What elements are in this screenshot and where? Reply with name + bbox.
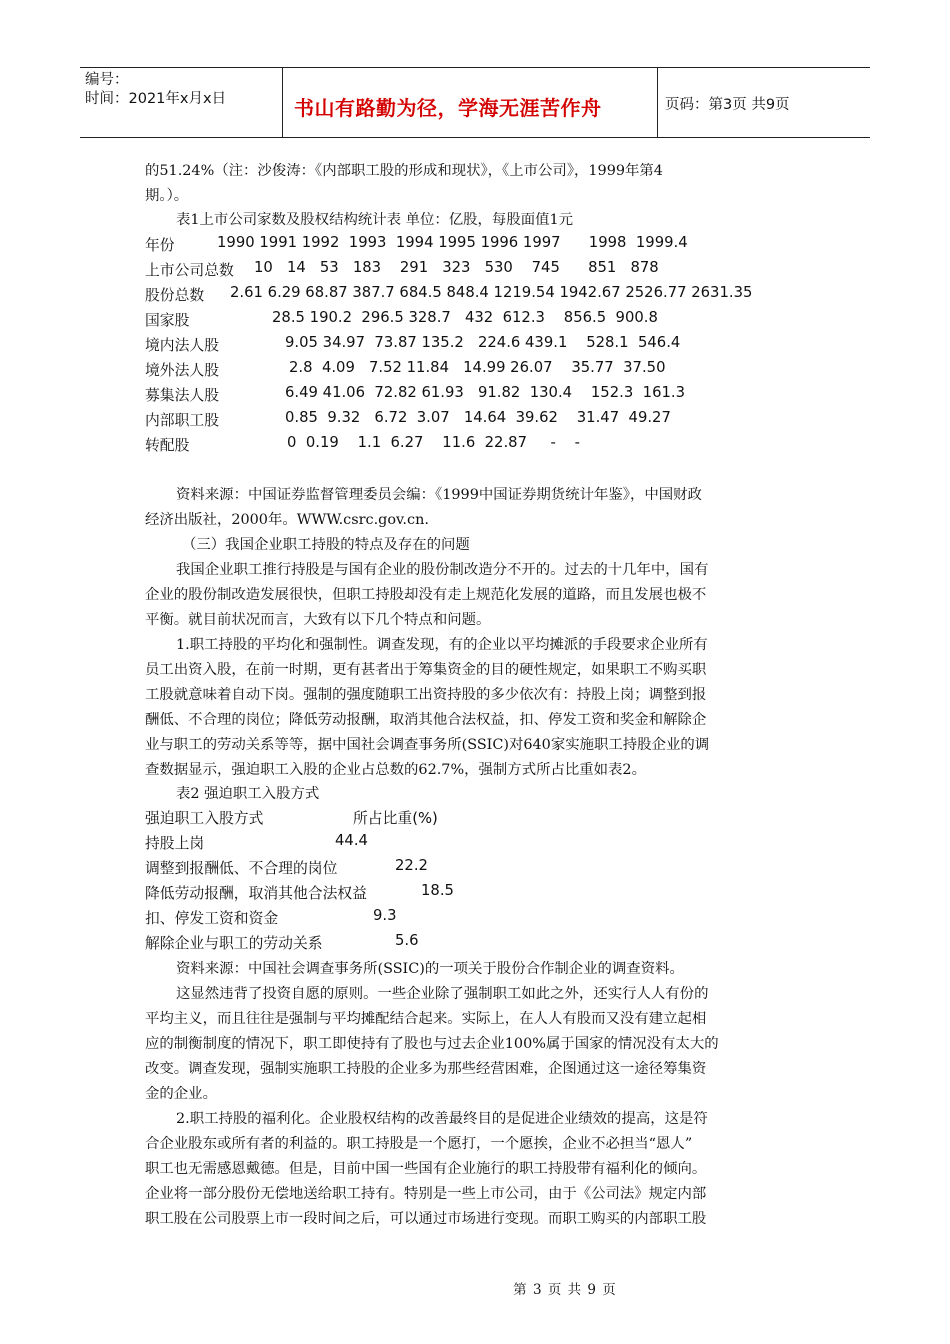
paragraph-line: 合企业股东或所有者的利益的。职工持股是一个愿打，一个愿挨，企业不必担当“恩人”: [145, 1136, 693, 1152]
table2-header-row: [145, 807, 438, 832]
table2-row-label: 降低劳动报酬，取消其他合法权益: [145, 885, 367, 902]
table1-row-label: 募集法人股: [145, 387, 219, 404]
table1-row: [145, 434, 581, 459]
table2-row-label: 持股上岗: [145, 835, 205, 852]
page-header: [80, 67, 870, 138]
table1-row-label: 内部职工股: [145, 412, 219, 429]
table1-row-values: 2.8 4.09 7.52 11.84 14.99 26.07 35.77 37.50: [289, 359, 666, 376]
table1-row: [145, 309, 658, 334]
paragraph-line: 企业的股份制改造发展很快，但职工持股却没有走上规范化发展的道路，而且发展也极不: [145, 587, 707, 603]
paragraph-line: 2.职工持股的福利化。企业股权结构的改善最终目的是促进企业绩效的提高，这是符: [176, 1111, 708, 1127]
header-motto: 书山有路勤为径，学海无涯苦作舟: [294, 96, 602, 120]
table1-row-label: 境外法人股: [145, 362, 219, 379]
table1-row-values: 9.05 34.97 73.87 135.2 224.6 439.1 528.1 546.4: [285, 334, 681, 351]
table1-row-values: 2.61 6.29 68.87 387.7 684.5 848.4 1219.54 1942.67 2526.77 2631.35: [230, 284, 753, 301]
table1-header-row: [145, 234, 688, 259]
table2-row-label: 调整到报酬低、不合理的岗位: [145, 860, 338, 877]
paragraph-line: 平均主义，而且往往是强制与平均摊配结合起来。实际上，在人人有股而又没有建立起相: [145, 1011, 707, 1027]
table2-row: [145, 907, 397, 932]
header-page-number: 页码：第3页 共9页: [665, 97, 790, 113]
paragraph-line: 金的企业。: [145, 1086, 217, 1102]
source-note: 经济出版社，2000年。WWW.csrc.gov.cn.: [145, 512, 429, 528]
table1-year-label: 年份: [145, 237, 175, 254]
paragraph-line: 工股就意味着自动下岗。强制的强度随职工出资持股的多少依次有：持股上岗；调整到报: [145, 687, 707, 703]
paragraph-line: 1.职工持股的平均化和强制性。调查发现，有的企业以平均摊派的手段要求企业所有: [176, 637, 708, 653]
table2-row: [145, 882, 454, 907]
table2-row-label: 解除企业与职工的劳动关系: [145, 935, 323, 952]
paragraph-line: 职工股在公司股票上市一段时间之后，可以通过市场进行变现。而职工购买的内部职工股: [145, 1211, 707, 1227]
table1-row: [145, 334, 681, 359]
table2-row-value: 18.5: [421, 882, 454, 899]
paragraph-line: 改变。调查发现，强制实施职工持股的企业多为那些经营困难，企图通过这一途径筹集资: [145, 1061, 707, 1077]
table1-row-values: 10 14 53 183 291 323 530 745 851 878: [254, 259, 659, 276]
table1-row: [145, 259, 659, 284]
header-divider: [282, 68, 283, 137]
paragraph-line: 员工出资入股，在前一时期，更有甚者出于筹集资金的目的硬性规定，如果职工不购买职: [145, 662, 707, 678]
table2-row-value: 5.6: [395, 932, 419, 949]
header-divider: [657, 68, 658, 137]
table1-row-label: 上市公司总数: [145, 262, 234, 279]
date-label: 时间：2021年x月x日: [85, 91, 227, 107]
body-line: 期。）。: [145, 188, 189, 204]
table2-row-value: 9.3: [373, 907, 397, 924]
paragraph-line: 这显然违背了投资自愿的原则。一些企业除了强制职工如此之外，还实行人人有份的: [176, 986, 709, 1002]
serial-label: 编号：: [85, 72, 129, 88]
table2-row-value: 22.2: [395, 857, 428, 874]
paragraph-line: 职工也无需感恩戴德。但是，目前中国一些国有企业施行的职工持股带有福利化的倾向。: [145, 1161, 707, 1177]
source-note: 资料来源：中国证券监督管理委员会编：《1999中国证券期货统计年鉴》，中国财政: [176, 487, 702, 503]
table1-row: [145, 284, 753, 309]
table1-row: [145, 384, 686, 409]
table1-years: 1990 1991 1992 1993 1994 1995 1996 1997 1998 1999.4: [217, 234, 688, 251]
source-note: 资料来源：中国社会调查事务所(SSIC)的一项关于股份合作制企业的调查资料。: [176, 961, 684, 977]
paragraph-line: 查数据显示，强迫职工入股的企业占总数的62.7%，强制方式所占比重如表2。: [145, 762, 646, 778]
paragraph-line: 酬低、不合理的岗位；降低劳动报酬，取消其他合法权益，扣、停发工资和奖金和解除企: [145, 712, 707, 728]
table2-row: [145, 932, 419, 957]
table2-header-label: 强迫职工入股方式: [145, 810, 264, 827]
header-meta: [85, 71, 226, 109]
footer-page-number: 第 3 页 共 9 页: [513, 1282, 617, 1298]
table1-row-label: 转配股: [145, 437, 190, 454]
table1-row: [145, 359, 666, 384]
paragraph-line: 业与职工的劳动关系等等，据中国社会调查事务所(SSIC)对640家实施职工持股企业的调: [145, 737, 710, 753]
table1-title: 表1上市公司家数及股权结构统计表 单位：亿股，每股面值1元: [176, 212, 574, 228]
paragraph-line: 我国企业职工推行持股是与国有企业的股份制改造分不开的。过去的十几年中，国有: [176, 562, 709, 578]
table1-row-label: 国家股: [145, 312, 190, 329]
table2-header-value: 所占比重(%): [353, 810, 438, 827]
paragraph-line: 应的制衡制度的情况下，职工即使持有了股也与过去企业100%属于国家的情况没有太大的: [145, 1036, 719, 1052]
body-line: 的51.24%（注：沙俊涛：《内部职工股的形成和现状》，《上市公司》，1999年第4: [145, 163, 663, 179]
table1-row-values: 28.5 190.2 296.5 328.7 432 612.3 856.5 900.8: [272, 309, 658, 326]
table1-row-values: 0 0.19 1.1 6.27 11.6 22.87 - -: [287, 434, 581, 451]
table1-row-label: 股份总数: [145, 287, 205, 304]
table1-row-values: 0.85 9.32 6.72 3.07 14.64 39.62 31.47 49.27: [285, 409, 671, 426]
table2-title: 表2 强迫职工入股方式: [176, 786, 320, 802]
paragraph-line: 平衡。就目前状况而言，大致有以下几个特点和问题。: [145, 612, 491, 628]
section-heading: （三）我国企业职工持股的特点及存在的问题: [182, 537, 470, 553]
table2-row: [145, 832, 368, 857]
table1-row-label: 境内法人股: [145, 337, 219, 354]
table2-row-label: 扣、停发工资和资金: [145, 910, 279, 927]
table1-row-values: 6.49 41.06 72.82 61.93 91.82 130.4 152.3 161.3: [285, 384, 686, 401]
table2-row-value: 44.4: [335, 832, 368, 849]
page-footer: [0, 1278, 950, 1298]
table1-row: [145, 409, 671, 434]
table2-row: [145, 857, 428, 882]
paragraph-line: 企业将一部分股份无偿地送给职工持有。特别是一些上市公司，由于《公司法》规定内部: [145, 1186, 707, 1202]
